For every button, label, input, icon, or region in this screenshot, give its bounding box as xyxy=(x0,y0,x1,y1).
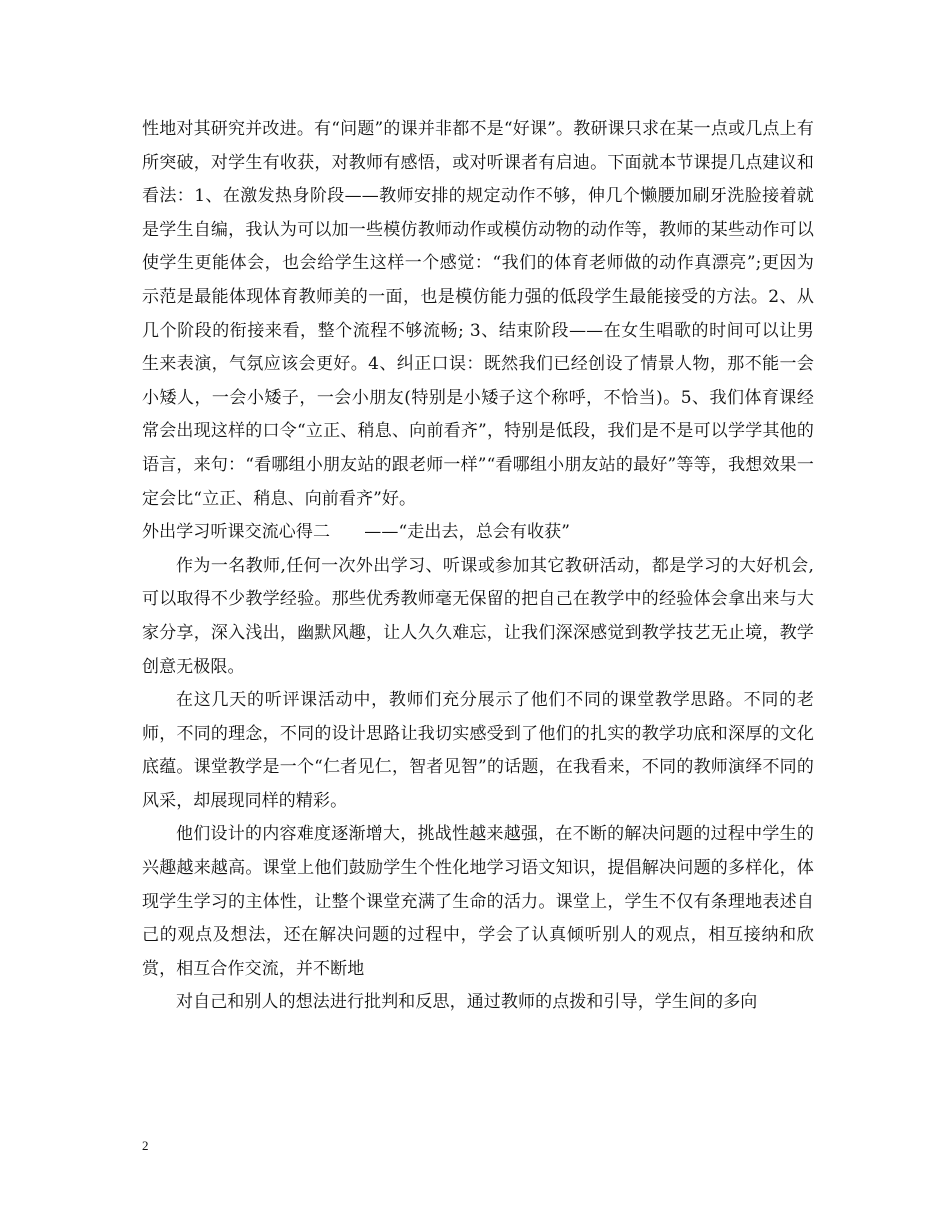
paragraph-continuation: 性地对其研究并改进。有“问题”的课并非都不是“好课”。教研课只求在某一点或几点上有所突破，对学生有收获，对教师有感悟，或对听课者有启迪。下面就本节课提几点建议和看法：1、在激发热身阶段——教师安排的规定动作不够，伸几个懒腰加刷牙洗脸接着就是学生自编，我认为可以加一些模仿教师动作或模仿动物的动作等，教师的某些动作可以使学生更能体会，也会给学生这样一个感觉：“我们的体育老师做的动作真漂亮”;更因为示范是最能体现体育教师美的一面，也是模仿能力强的低段学生最能接受的方法。2、从几个阶段的衔接来看，整个流程不够流畅; 3、结束阶段——在女生唱歌的时间可以让男生来表演，气氛应该会更好。4、纠正口误：既然我们已经创设了情景人物，那不能一会小矮人，一会小矮子，一会小朋友(特别是小矮子这个称呼，不恰当)。5、我们体育课经常会出现这样的口令“立正、稍息、向前看齐”，特别是低段，我们是不是可以学学其他的语言，来句：“看哪组小朋友站的跟老师一样”“看哪组小朋友站的最好”等等，我想效果一定会比“立正、稍息、向前看齐”好。 xyxy=(142,119,814,509)
paragraph: 对自己和别人的想法进行批判和反思，通过教师的点拨和引导，学生间的多向 xyxy=(176,992,758,1013)
paragraph: 他们设计的内容难度逐渐增大，挑战性越来越强，在不断的解决问题的过程中学生的兴趣越来越高。课堂上他们鼓励学生个性化地学习语文知识，提倡解决问题的多样化，体现学生学习的主体性，让整个课堂充满了生命的活力。课堂上，学生不仅有条理地表述自己的观点及想法，还在解决问题的过程中，学会了认真倾听别人的观点，相互接纳和欣赏，相互合作交流，并不断地 xyxy=(142,824,814,979)
document-body xyxy=(142,113,814,1020)
paragraph: 作为一名教师,任何一次外出学习、听课或参加其它教研活动，都是学习的大好机会,可以取得不少教学经验。那些优秀教师毫无保留的把自己在教学中的经验体会拿出来与大家分享，深入浅出，幽默风趣，让人久久难忘，让我们深深感觉到教学技艺无止境，教学创意无极限。 xyxy=(142,555,814,677)
section-heading: 外出学习听课交流心得二 ——“走出去，总会有收获” xyxy=(142,522,570,543)
paragraph: 在这几天的听评课活动中，教师们充分展示了他们不同的课堂教学思路。不同的老师，不同的理念，不同的设计思路让我切实感受到了他们的扎实的教学功底和深厚的文化底蕴。课堂教学是一个“仁者见仁，智者见智”的话题，在我看来，不同的教师演绎不同的风采，却展现同样的精彩。 xyxy=(142,690,814,811)
page-number: 2 xyxy=(142,1138,149,1153)
